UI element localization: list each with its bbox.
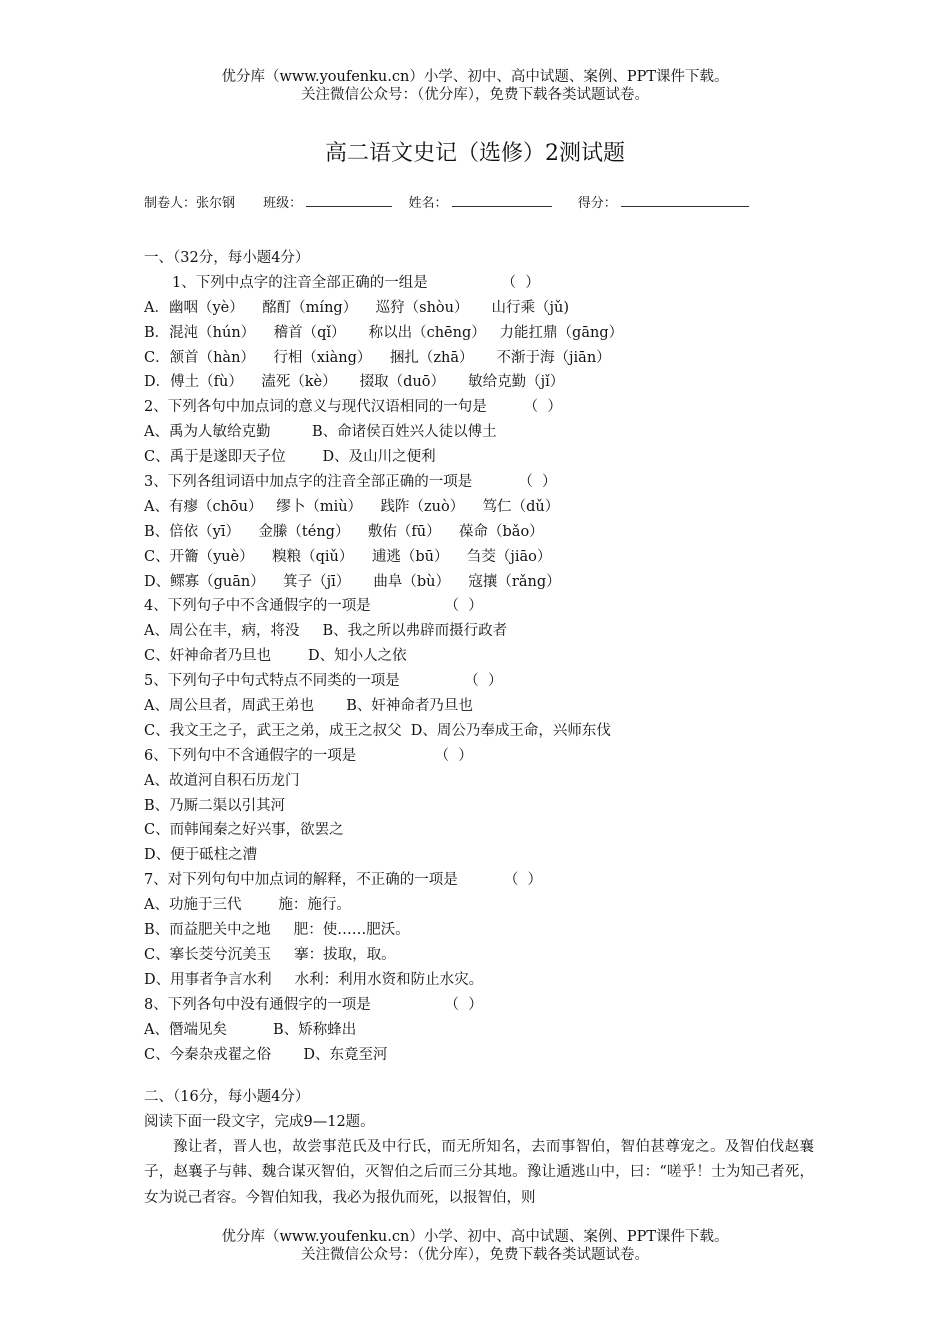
question-line: A、故道河自积石历龙门 <box>144 772 300 789</box>
name-blank[interactable] <box>452 194 552 207</box>
footer-banner <box>0 1228 950 1264</box>
question-line: B、乃厮二渠以引其河 <box>144 797 286 814</box>
class-blank[interactable] <box>306 194 392 207</box>
question-line: C、搴长茭兮沉美玉 搴：拔取，取。 <box>144 946 396 963</box>
question-line: C．颔首（hàn） 行相（xiàng） 捆扎（zhā） 不渐于海（jiān） <box>144 349 611 366</box>
question-line: 4、下列句子中不含通假字的一项是 （ ） <box>144 598 483 615</box>
reading-passage: 豫让者，晋人也，故尝事范氏及中行氏，而无所知名，去而事智伯，智伯甚尊宠之。及智伯伐赵襄子，赵襄子与韩、魏合谋灭智伯，灭智伯之后而三分其地。豫让遁逃山中，曰：“嗟乎！士为知己者死，女为说己者容。今智伯知我，我必为报仇而死，以报智伯，则 <box>144 1139 814 1206</box>
question-line: C、禹于是遂即天子位 D、及山川之便利 <box>144 449 436 466</box>
section1-questions <box>144 271 814 1068</box>
class-label: 班级： <box>263 196 303 211</box>
author-label: 制卷人：张尔钢 <box>144 196 236 211</box>
question-line: A、周公在丰，病，将没 B、我之所以弗辟而摄行政者 <box>144 623 508 640</box>
question-line: C、奸神命者乃旦也 D、知小人之依 <box>144 648 407 665</box>
question-line: A、僭端见矣 B、矫称蜂出 <box>144 1021 357 1038</box>
question-line: A、周公旦者，周武王弟也 B、奸神命者乃旦也 <box>144 698 473 715</box>
question-line: 2、下列各句中加点词的意义与现代汉语相同的一句是 （ ） <box>144 399 562 416</box>
question-line: 5、下列句子中句式特点不同类的一项是 （ ） <box>144 673 503 690</box>
name-label: 姓名： <box>408 196 448 211</box>
question-line: C、我文王之子，武王之弟，成王之叔父 D、周公乃奉成王命，兴师东伐 <box>144 722 611 739</box>
section2-intro: 阅读下面一段文字，完成9—12题。 <box>144 1114 375 1131</box>
question-line: D、便于砥柱之漕 <box>144 847 258 864</box>
page-title: 高二语文史记（选修）2测试题 <box>325 141 625 166</box>
score-label: 得分： <box>577 196 617 211</box>
question-line: 8、下列各句中没有通假字的一项是 （ ） <box>144 996 483 1013</box>
question-line: B、而益肥关中之地 肥：使……肥沃。 <box>144 922 410 939</box>
question-line: C、而韩闻秦之好兴事，欲罢之 <box>144 822 344 839</box>
exam-meta <box>144 192 749 211</box>
question-line: B、倍依（yī） 金縢（téng） 敷佑（fū） 葆命（bǎo） <box>144 523 544 540</box>
question-line: D、用事者争言水利 水利：利用水资和防止水灾。 <box>144 971 484 988</box>
question-line: C、今秦杂戎翟之俗 D、东竟至河 <box>144 1046 388 1063</box>
header-line-2: 关注微信公众号：（优分库），免费下载各类试题试卷。 <box>301 87 649 103</box>
section2-heading: 二、（16分，每小题4分） <box>144 1089 310 1106</box>
question-line: A．幽咽（yè） 酩酊（míng） 巡狩（shòu） 山行乘（jǔ) <box>144 299 570 316</box>
question-line: A、功施于三代 施：施行。 <box>144 897 351 914</box>
question-line: B．混沌（hún） 稽首（qǐ） 称以出（chēng） 力能扛鼎（gāng） <box>144 324 624 341</box>
question-line: A、禹为人敏给克勤 B、命诸侯百姓兴人徒以傅土 <box>144 424 497 441</box>
footer-line-1: 优分库（www.youfenku.cn）小学、初中、高中试题、案例、PPT课件下载。 <box>221 1229 729 1245</box>
question-line: D、鳏寡（guān） 箕子（jī） 曲阜（bù） 寇攘（rǎng） <box>144 573 561 590</box>
question-line: A、有瘳（chōu） 缪卜（miù） 践阼（zuò） 笃仁（dǔ） <box>144 498 560 515</box>
section1-heading: 一、（32分，每小题4分） <box>144 250 310 266</box>
question-line: 7、对下列句句中加点词的解释，不正确的一项是 （ ） <box>144 872 543 889</box>
question-line: C、开籥（yuè） 糗粮（qiǔ） 逋逃（bū） 刍茭（jiāo） <box>144 548 552 565</box>
header-banner <box>0 68 950 104</box>
question-line: 6、下列句中不含通假字的一项是 （ ） <box>144 747 473 764</box>
question-line: 1、下列中点字的注音全部正确的一组是 （ ） <box>172 274 540 291</box>
header-line-1: 优分库（www.youfenku.cn）小学、初中、高中试题、案例、PPT课件下载。 <box>221 69 729 85</box>
footer-line-2: 关注微信公众号：（优分库），免费下载各类试题试卷。 <box>301 1247 649 1263</box>
score-blank[interactable] <box>621 194 749 207</box>
exam-content <box>144 246 814 1211</box>
question-line: D．傅土（fù） 溘死（kè） 掇取（duō） 敏给克勤（jǐ） <box>144 374 565 391</box>
question-line: 3、下列各组词语中加点字的注音全部正确的一项是 （ ） <box>144 474 557 491</box>
